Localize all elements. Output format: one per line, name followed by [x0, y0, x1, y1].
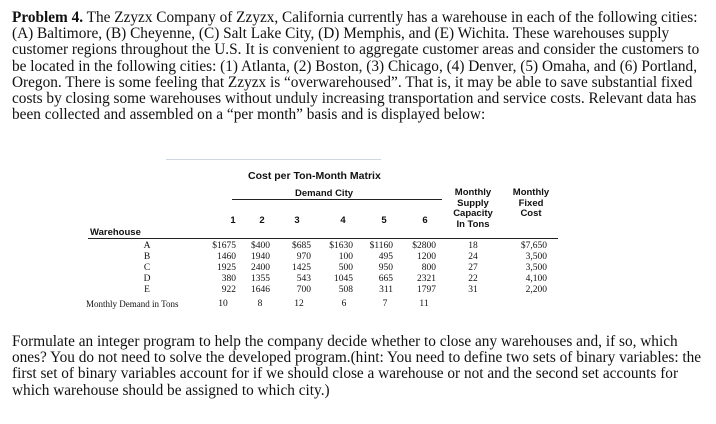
demand-city-underline	[232, 199, 442, 200]
supply-cell: 27	[468, 263, 478, 273]
cost-cell: 500	[338, 263, 353, 273]
supply-cell: 18	[468, 241, 478, 251]
supply-cell: 31	[468, 285, 478, 295]
warehouse-label: D	[143, 274, 151, 284]
cost-cell: $1675	[212, 241, 236, 251]
cost-cell: 1460	[217, 252, 236, 262]
fixed-cost-cell: 3,500	[525, 263, 547, 273]
cost-cell: $400	[251, 241, 270, 251]
cost-cell: 1925	[217, 263, 236, 273]
warehouse-label: B	[143, 252, 151, 262]
column-header: 3	[294, 215, 300, 226]
fixed-cost-header: Monthly Fixed Cost	[512, 187, 550, 219]
supply-capacity-header: Monthly Supply Capacity In Tons	[453, 187, 493, 230]
cost-cell: 922	[221, 285, 236, 295]
header-rule	[88, 238, 558, 239]
warehouse-label: C	[143, 263, 151, 273]
fixed-cost-cell: 2,200	[525, 285, 547, 295]
problem-label: Problem 4.	[12, 9, 84, 26]
cost-cell: 543	[296, 274, 311, 284]
cost-cell: 1646	[251, 285, 270, 295]
cost-cell: 970	[296, 252, 311, 262]
question-text: Formulate an integer program to help the company decide whether to close any warehouses and, if so, which ones? You do not need to solve the developed program.(hint: You need to define two sets of binary variables: the first set of binary variables account for if we should close a warehouse or not and the second set accounts for which warehouse should be assigned to which city.)	[12, 333, 702, 399]
column-header: 1	[230, 215, 236, 226]
cost-cell: 311	[379, 285, 393, 295]
cost-cell: 665	[378, 274, 393, 284]
problem-statement	[12, 10, 706, 123]
cost-cell: 508	[338, 285, 353, 295]
column-header: 2	[259, 215, 265, 226]
demand-cell: 11	[419, 299, 429, 309]
supply-cell: 24	[468, 252, 478, 262]
matrix-title: Cost per Ton-Month Matrix	[248, 170, 381, 182]
cost-cell: $1160	[369, 241, 393, 251]
demand-cell: 6	[341, 299, 347, 309]
demand-cell: 10	[218, 299, 228, 309]
cost-cell: 800	[421, 263, 436, 273]
cost-cell: 700	[296, 285, 311, 295]
supply-cell: 22	[468, 274, 478, 284]
cost-cell: 1200	[417, 252, 436, 262]
warehouse-header: Warehouse	[90, 227, 141, 238]
cost-cell: $1630	[329, 241, 353, 251]
demand-city-label: Demand City	[294, 188, 354, 199]
fixed-cost-cell: 3,500	[525, 252, 547, 262]
cost-cell: 1045	[334, 274, 353, 284]
cost-cell: $2800	[412, 241, 436, 251]
fixed-cost-cell: $7,650	[520, 241, 547, 251]
cost-cell: 1355	[251, 274, 270, 284]
cost-cell: 2321	[417, 274, 436, 284]
cost-cell: $685	[292, 241, 311, 251]
divider	[166, 159, 381, 160]
problem-text: The Zzyzx Company of Zzyzx, California currently has a warehouse in each of the following cities: (A) Baltimore, (B) Cheyenne, (C) Salt Lake City, (D) Memphis, and (E) Wichita. These warehouses supply customer regions throughout the U.S. It is convenient to aggregate customer areas and consider the customers to be located in the following cities: (1) Atlanta, (2) Boston, (3) Chicago, (4) Denver, (5) Omaha, and (6) Portland, Oregon. There is some feeling that Zzyzx is “overwarehoused”. That is, it may be able to save substantial fixed costs by closing some warehouses without unduly increasing transportation and service costs. Relevant data has been collected and assembled on a “per month” basis and is displayed below:	[12, 9, 700, 124]
column-header: 6	[422, 215, 428, 226]
cost-cell: 1797	[417, 285, 436, 295]
column-header: 5	[381, 215, 387, 226]
demand-cell: 12	[294, 299, 304, 309]
cost-cell: 380	[221, 274, 236, 284]
demand-cell: 8	[257, 299, 263, 309]
cost-cell: 495	[378, 252, 393, 262]
cost-cell: 1425	[292, 263, 311, 273]
warehouse-label: E	[144, 285, 150, 295]
cost-cell: 950	[378, 263, 393, 273]
cost-cell: 2400	[251, 263, 270, 273]
cost-cell: 100	[338, 252, 353, 262]
warehouse-label: A	[143, 241, 151, 251]
demand-row-label: Monthly Demand in Tons	[86, 299, 179, 309]
demand-cell: 7	[382, 299, 388, 309]
cost-cell: 1940	[251, 252, 270, 262]
fixed-cost-cell: 4,100	[525, 274, 547, 284]
column-header: 4	[340, 215, 346, 226]
